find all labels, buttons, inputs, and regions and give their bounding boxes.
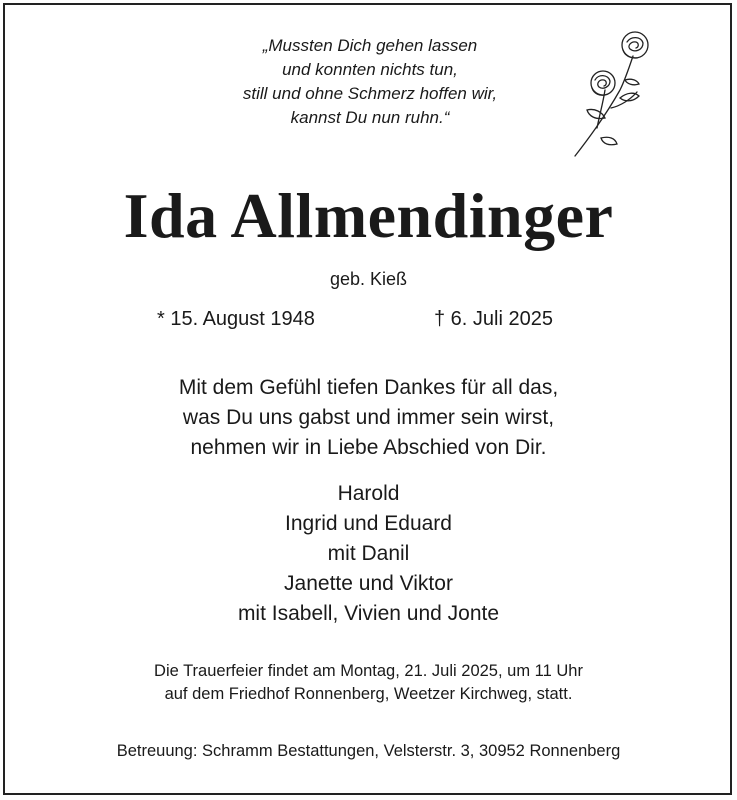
family-line: Harold: [337, 482, 400, 505]
death-date: † 6. Juli 2025: [434, 308, 553, 330]
funeral-home: Betreuung: Schramm Bestattungen, Velsterstr. 3, 30952 Ronnenberg: [116, 742, 621, 760]
poem-line: „Mussten Dich gehen lassen: [262, 36, 478, 55]
family-list: [0, 479, 737, 629]
message-line: was Du uns gabst und immer sein wirst,: [182, 406, 555, 429]
family-line: mit Isabell, Vivien und Jonte: [237, 602, 500, 625]
message-line: Mit dem Gefühl tiefen Dankes für all das,: [178, 376, 559, 399]
birth-date: * 15. August 1948: [157, 308, 315, 330]
rose-icon: [565, 28, 660, 160]
message-line: nehmen wir in Liebe Abschied von Dir.: [190, 436, 547, 459]
ceremony-line: auf dem Friedhof Ronnenberg, Weetzer Kirchweg, statt.: [164, 685, 573, 703]
family-line: mit Danil: [327, 542, 410, 565]
poem: [160, 34, 580, 130]
deceased-name: Ida Allmendinger: [123, 180, 614, 251]
maiden-name: geb. Kieß: [329, 269, 408, 289]
farewell-message: [0, 373, 737, 463]
family-line: Ingrid und Eduard: [285, 512, 452, 535]
ceremony-info: [0, 660, 737, 706]
poem-line: still und ohne Schmerz hoffen wir,: [242, 84, 498, 103]
ceremony-line: Die Trauerfeier findet am Montag, 21. Juli 2025, um 11 Uhr: [154, 662, 583, 680]
family-line: Janette und Viktor: [284, 572, 453, 595]
poem-line: und konnten nichts tun,: [282, 60, 458, 79]
poem-line: kannst Du nun ruhn.“: [290, 108, 450, 127]
